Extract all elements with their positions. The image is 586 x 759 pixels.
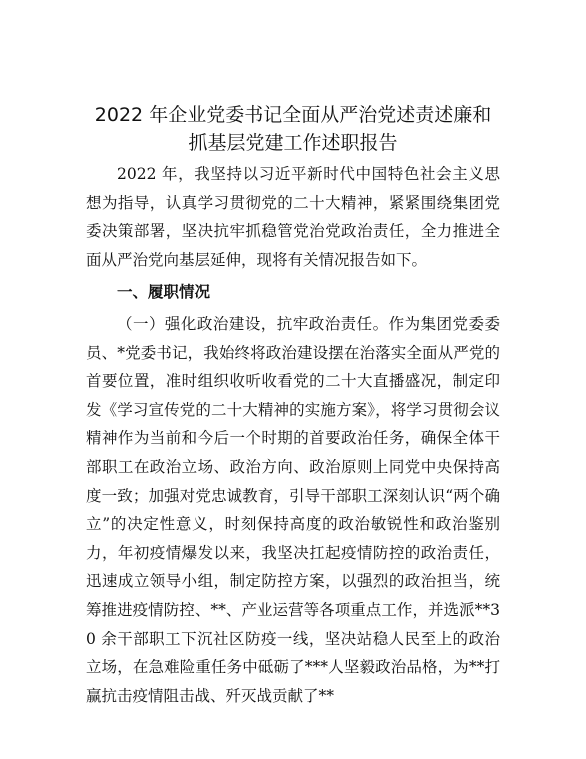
intro-paragraph: 2022 年，我坚持以习近平新时代中国特色社会主义思想为指导，认真学习贯彻党的二十大精神，紧紧围绕集团党委决策部署，坚决抗牢抓稳管党治党政治责任，全力推进全面从严治党向基层延伸，现将有关情况报告如下。: [86, 165, 500, 269]
section-heading: 一、履职情况: [117, 283, 211, 301]
body-paragraph: （一）强化政治建设，抗牢政治责任。作为集团党委委员、*党委书记，我始终将政治建设摆在治落实全面从严党的首要位置，准时组织收听收看党的二十大直播盛况，制定印发《学习宣传党的二十大精神的实施方案》，将学习贯彻会议精神作为当前和今后一个时期的首要政治任务，确保全体干部职工在政治立场、政治方向、政治原则上同党中央保持高度一致；加强对党忠诚教育，引导干部职工深刻认识“两个确立”的决定性意义，时刻保持高度的政治敏锐性和政治鉴别力，年初疫情爆发以来，我坚决扛起疫情防控的政治责任，迅速成立领导小组，制定防控方案，以强烈的政治担当，统筹推进疫情防控、**、产业运营等各项重点工作，并选派**30 余干部职工下沉社区防疫一线，坚决站稳人民至上的政治立场，在急难险重任务中砥砺了***人坚毅政治品格，为**打赢抗击疫情阻击战、歼灭战贡献了**: [86, 315, 500, 705]
document-title-line-1: 2022 年企业党委书记全面从严治党述责述廉和: [94, 104, 492, 126]
document-title-line-2: 抓基层党建工作述职报告: [188, 132, 398, 154]
